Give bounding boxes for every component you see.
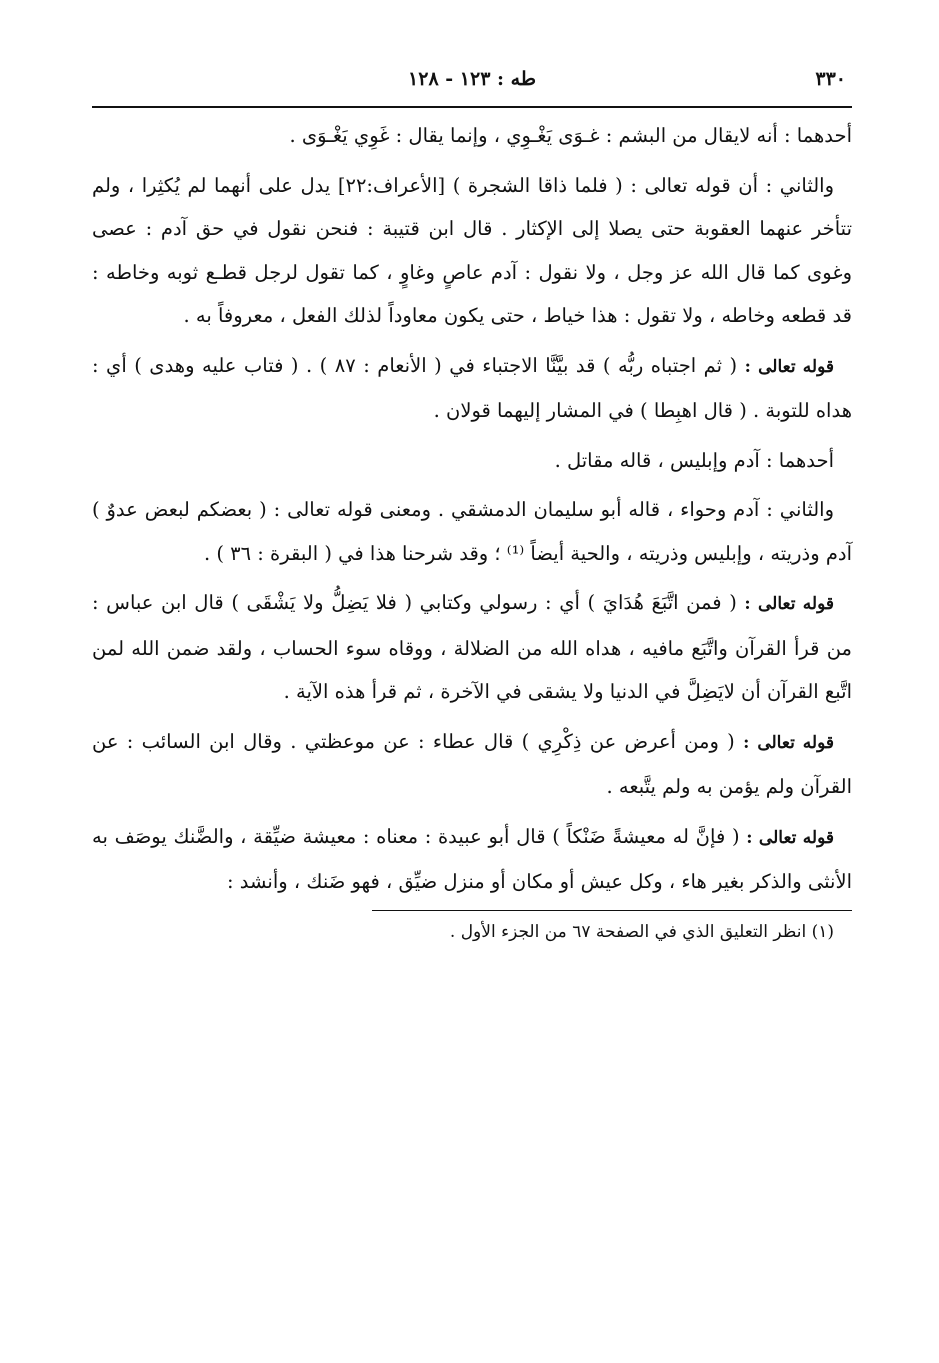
paragraph-2 (92, 164, 852, 338)
paragraph-lead: قوله تعالى : (744, 594, 834, 614)
paragraph-5 (92, 488, 852, 575)
paragraph-3 (92, 344, 852, 433)
paragraph-4 (92, 439, 852, 483)
paragraph-1 (92, 114, 852, 158)
paragraph-text: والثاني : أن قوله تعالى : ( فلما ذاقا الشجرة ) [الأعراف:٢٢] يدل على أنهما لم يُكثِرا ، ولم تتأخر عنهما العقوبة حتى يصلا إلى الإكثار . قال ابن قتيبة : فنحن نقول في حق آدم : عصى وغوى كما قال الله عز وجل ، ولا نقول : آدم عاصٍ وغاوٍ ، كما تقول لرجل قطـع ثوبه وخاطه : قد قطعه وخاطه ، ولا تقول : هذا خياط ، حتى يكون معاوداً لذلك الفعل ، معروفاً به . (92, 173, 852, 327)
footnote-rule (372, 910, 852, 911)
paragraph-lead: قوله تعالى : (743, 732, 834, 753)
paragraph-text: والثاني : آدم وحواء ، قاله أبو سليمان الدمشقي . ومعنى قوله تعالى : ( بعضكم لبعض عدوٌ ) آدم وذريته ، وإبليس وذريته ، والحية أيضاً ⁽¹⁾ ؛ وقد شرحنا هذا في ( البقرة : ٣٦ ) . (92, 498, 852, 565)
paragraph-6 (92, 581, 852, 714)
main-text (92, 114, 852, 904)
footnote: (١) انظر التعليق الذي في الصفحة ٦٧ من الجزء الأول . (449, 921, 834, 942)
paragraph-lead: قوله تعالى : (744, 356, 834, 377)
header-rule (92, 106, 852, 108)
paragraph-text: ( ومن أعرض عن ذِكْرِي ) قال عطاء : عن موعظتي . وقال ابن السائب : عن القرآن ولم يؤمن به ولم يتَّبعه . (92, 729, 852, 798)
paragraph-8 (92, 815, 852, 904)
paragraph-7 (92, 720, 852, 809)
paragraph-text: ( ثم اجتباه ربُّه ) قد بيَّنَّا الاجتباء في ( الأنعام : ٨٧ ) . ( فتاب عليه وهدى ) أي : هداه للتوبة . ( قال اهبِطا ) في المشار إليهما قولان . (92, 353, 852, 422)
paragraph-lead: قوله تعالى : (746, 827, 834, 848)
paragraph-text: أحدهما : أنه لايقال من البشم : غـوَى يَغْـوِي ، وإنما يقال : غَوِي يَغْـوَى . (289, 124, 852, 147)
book-page (92, 58, 852, 1348)
running-head (92, 58, 852, 98)
running-title: طه : ١٢٣ - ١٢٨ (408, 68, 536, 90)
paragraph-text: أحدهما : آدم وإبليس ، قاله مقاتل . (554, 448, 834, 472)
paragraph-text: ( فإنَّ له معيشةً ضَنْكاً ) قال أبو عبيدة : معناه : معيشة ضيِّقة ، والضَّنك يوصَف به الأنثى والذكر بغير هاء ، وكل عيش أو مكان أو منزل ضيِّق ، فهو ضَنك ، وأنشد : (92, 824, 852, 893)
paragraph-text: ( فمن اتَّبَعَ هُدَايَ ) أي : رسولي وكتابي ( فلا يَضِلُّ ولا يَشْقَى ) قال ابن عباس : من قرأ القرآن واتَّبَع مافيه ، هداه الله من الضلالة ، ووقاه سوء الحساب ، ولقد ضمن الله لمن اتَّبع القرآن أن لايَضِلَّ في الدنيا ولا يشقى في الآخرة ، ثم قرأ هذه الآية . (92, 591, 852, 703)
page-number: ٣٣٠ (815, 68, 846, 90)
